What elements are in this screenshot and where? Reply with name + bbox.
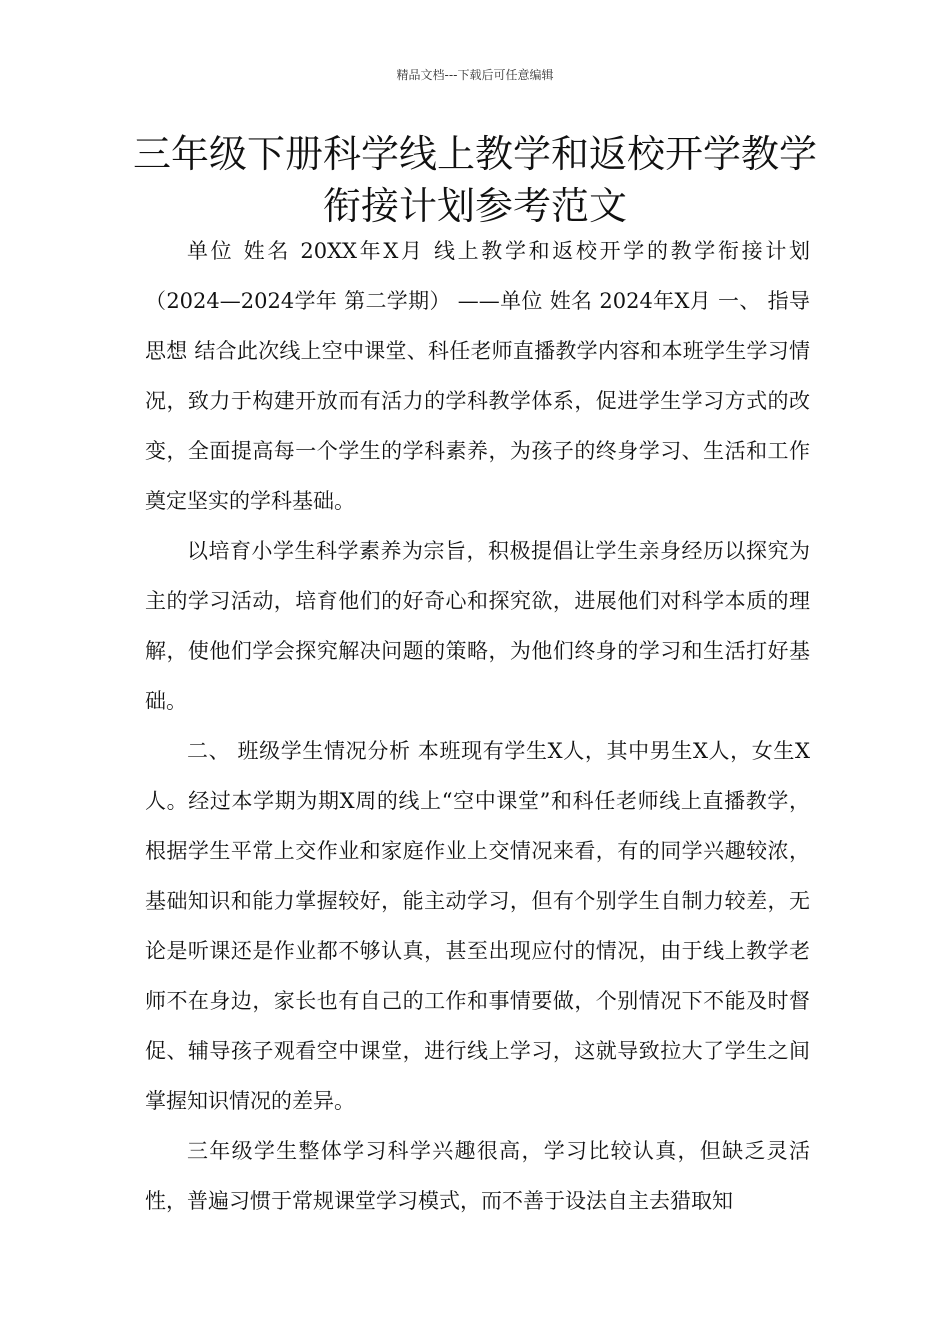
- document-body: [145, 226, 810, 1226]
- paragraph-class-analysis: 二、 班级学生情况分析 本班现有学生X人，其中男生X人，女生X人。经过本学期为期X周的线上“空中课堂”和科任老师线上直播教学，根据学生平常上交作业和家庭作业上交情况来看，有的同学兴趣较浓，基础知识和能力掌握较好，能主动学习，但有个别学生自制力较差，无论是听课还是作业都不够认真，甚至出现应付的情况，由于线上教学老师不在身边，家长也有自己的工作和事情要做，个别情况下不能及时督促、辅导孩子观看空中课堂，进行线上学习，这就导致拉大了学生之间掌握知识情况的差异。: [145, 739, 810, 1113]
- header-note: 精品文档---下载后可任意编辑: [396, 68, 554, 82]
- document-title: 三年级下册科学线上教学和返校开学教学衔接计划参考范文: [132, 132, 817, 228]
- paragraph-intro: 单位 姓名 20XX年X月 线上教学和返校开学的教学衔接计划（2024—2024学年 第二学期） ——单位 姓名 2024年X月 一、 指导思想 结合此次线上空中课堂、科任老师直播教学内容和本班学生学习情况，致力于构建开放而有活力的学科教学体系，促进学生学习方式的改变，全面提高每一个学生的学科素养，为孩子的终身学习、生活和工作奠定坚实的学科基础。: [145, 239, 810, 513]
- paragraph-grade-overview: 三年级学生整体学习科学兴趣很高，学习比较认真，但缺乏灵活性，普遍习惯于常规课堂学习模式，而不善于设法自主去猎取知: [145, 1139, 810, 1213]
- paragraph-purpose: 以培育小学生科学素养为宗旨，积极提倡让学生亲身经历以探究为主的学习活动，培育他们的好奇心和探究欲，进展他们对科学本质的理解，使他们学会探究解决问题的策略，为他们终身的学习和生活打好基础。: [145, 539, 810, 713]
